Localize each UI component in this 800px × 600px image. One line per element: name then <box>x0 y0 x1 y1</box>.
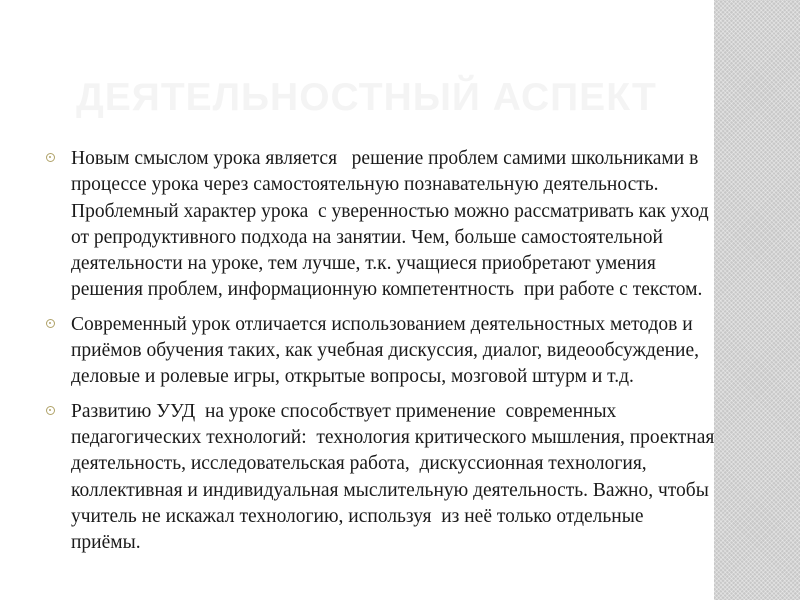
bullet-item-1 <box>46 146 716 304</box>
circle-bullet-icon <box>46 406 55 415</box>
bullet-list <box>46 146 720 564</box>
circle-bullet-icon <box>46 319 55 328</box>
bullet-text: Современный урок отличается использованием деятельностных методов и приёмов обучения таких, как учебная дискуссия, диалог, видеообсуждение, деловые и ролевые игры, открытые вопросы, мозговой штурм и т.д. <box>71 313 704 388</box>
bullet-item-2 <box>46 312 716 391</box>
bullet-text: Новым смыслом урока является решение проблем самими школьниками в процессе урока через самостоятельную познавательную деятельность. Проблемный характер урока с уверенностью можно рассматривать как уход от репродуктивного подхода на занятии. Чем, больше самостоятельной деятельности на уроке, тем лучше, т.к. учащиеся приобретают умения решения проблем, информационную компетентность при работе с текстом. <box>71 148 714 301</box>
slide-title: ДЕЯТЕЛЬНОСТНЫЙ АСПЕКТ <box>76 76 657 119</box>
bullet-text: Развитию УУД на уроке способствует применение современных педагогических технологий: технология критического мышления, проектная деятельность, исследовательская работа, дискуссионная технология, коллективная и индивидуальная мыслительную деятельность. Важно, чтобы учитель не искажал технологию, используя из неё только отдельные приёмы. <box>71 400 720 554</box>
circle-bullet-icon <box>46 153 55 162</box>
decorative-side-strip <box>714 0 800 600</box>
bullet-item-3 <box>46 399 720 557</box>
